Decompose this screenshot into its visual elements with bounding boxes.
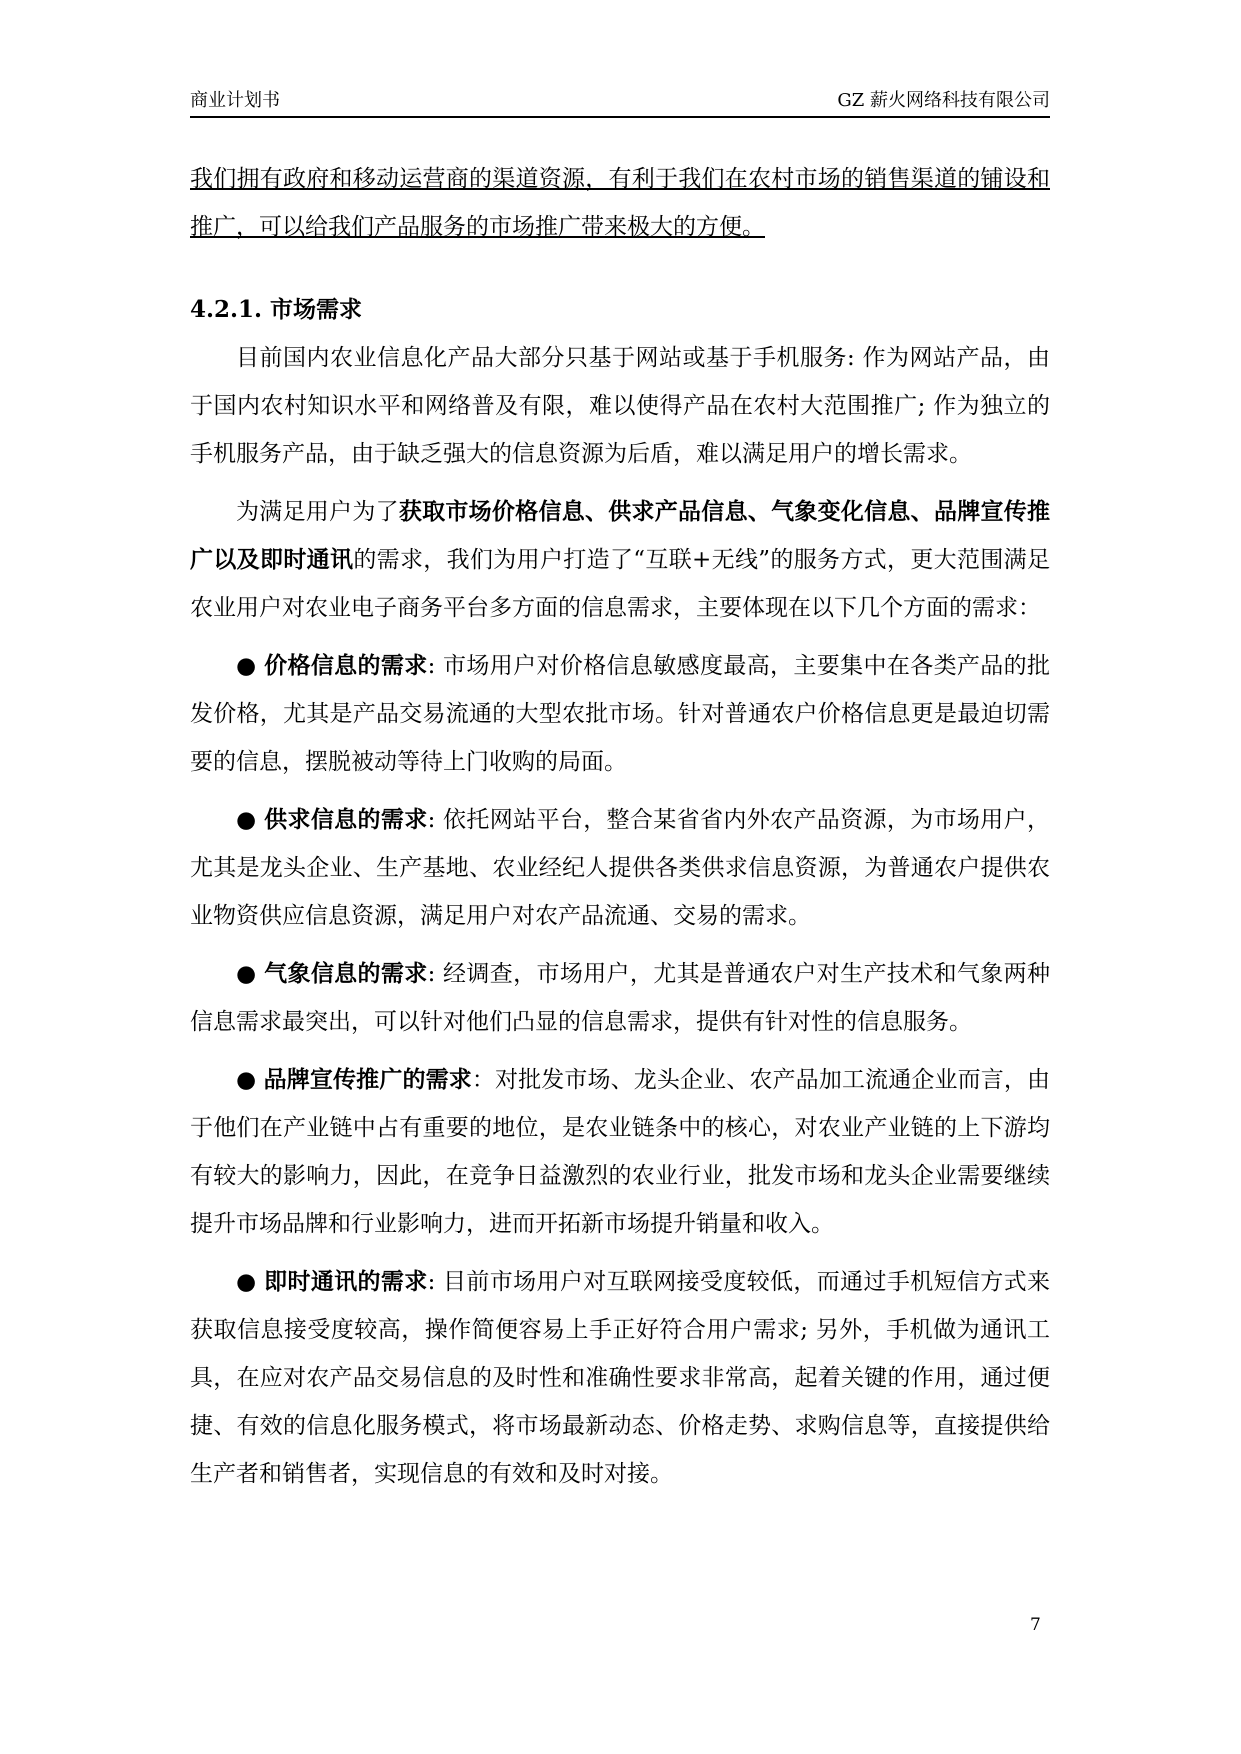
bullet-icon: ● xyxy=(236,1269,257,1295)
paragraph-2-bold: 获取市场价格信息、供求产品信息、气象变化信息、品牌宣传推广以及即时通讯 xyxy=(190,498,1051,573)
page-number: 7 xyxy=(1030,1615,1041,1635)
paragraph-1: 目前国内农业信息化产品大部分只基于网站或基于手机服务: 作为网站产品，由于国内农村知识水平和网络普及有限，难以使得产品在农村大范围推广; 作为独立的手机服务产品，由于缺乏强大的信息资源为后盾，难以满足用户的增长需求。 xyxy=(190,345,1050,467)
bullet-icon: ● xyxy=(236,961,257,987)
bullet-item xyxy=(190,1258,1050,1498)
bullet-label: 价格信息的需求 xyxy=(264,652,428,679)
bullet-item xyxy=(190,950,1050,1046)
bullet-text: : 市场用户对价格信息敏感度最高，主要集中在各类产品的批发价格，尤其是产品交易流通的大型农批市场。针对普通农户价格信息更是最迫切需要的信息，摆脱被动等待上门收购的局面。 xyxy=(190,653,1051,775)
paragraph-2 xyxy=(190,488,1050,632)
paragraph-2-tail: 的需求，我们为用户打造了“互联+无线”的服务方式，更大范围满足农业用户对农业电子商务平台多方面的信息需求，主要体现在以下几个方面的需求： xyxy=(190,547,1050,621)
paragraph-2-lead: 为满足用户为了 xyxy=(236,499,399,525)
bullet-label: 即时通讯的需求 xyxy=(264,1268,428,1295)
bullet-item xyxy=(190,1056,1050,1248)
bullet-item xyxy=(190,642,1050,786)
bullet-text: : 依托网站平台，整合某省省内外农产品资源，为市场用户，尤其是龙头企业、生产基地、农业经纪人提供各类供求信息资源，为普通农户提供农业物资供应信息资源，满足用户对农产品流通、交易的需求。 xyxy=(190,807,1051,929)
bullet-label: 品牌宣传推广的需求 xyxy=(263,1066,472,1093)
bullet-icon: ● xyxy=(236,807,257,833)
header-company-name: GZ 薪火网络科技有限公司 xyxy=(837,90,1050,111)
bullet-label: 供求信息的需求 xyxy=(264,806,428,833)
document-body xyxy=(190,155,1050,1508)
header-doc-title: 商业计划书 xyxy=(190,90,280,111)
bullet-icon: ● xyxy=(236,1067,257,1093)
intro-paragraph: 我们拥有政府和移动运营商的渠道资源，有利于我们在农村市场的销售渠道的铺设和推广，可以给我们产品服务的市场推广带来极大的方便。 xyxy=(190,166,1050,240)
bullet-text: : 经调查，市场用户，尤其是普通农户对生产技术和气象两种信息需求最突出，可以针对他们凸显的信息需求，提供有针对性的信息服务。 xyxy=(190,961,1051,1035)
bullet-text: : 目前市场用户对互联网接受度较低，而通过手机短信方式来获取信息接受度较高，操作简便容易上手正好符合用户需求; 另外，手机做为通讯工具，在应对农产品交易信息的及时性和准确性要求非常高，起着关键的作用，通过便捷、有效的信息化服务模式，将市场最新动态、价格走势、求购信息等，直接提供给生产者和销售者，实现信息的有效和及时对接。 xyxy=(190,1269,1051,1487)
bullet-item xyxy=(190,796,1050,940)
bullet-text: ：对批发市场、龙头企业、农产品加工流通企业而言，由于他们在产业链中占有重要的地位，是农业链条中的核心，对农业产业链的上下游均有较大的影响力，因此，在竞争日益激烈的农业行业，批发市场和龙头企业需要继续提升市场品牌和行业影响力，进而开拓新市场提升销量和收入。 xyxy=(190,1067,1051,1237)
section-heading: 4.2.1. 市场需求 xyxy=(190,296,363,323)
bullet-icon: ● xyxy=(236,653,257,679)
page-header xyxy=(190,86,1050,118)
bullet-label: 气象信息的需求 xyxy=(264,960,428,987)
